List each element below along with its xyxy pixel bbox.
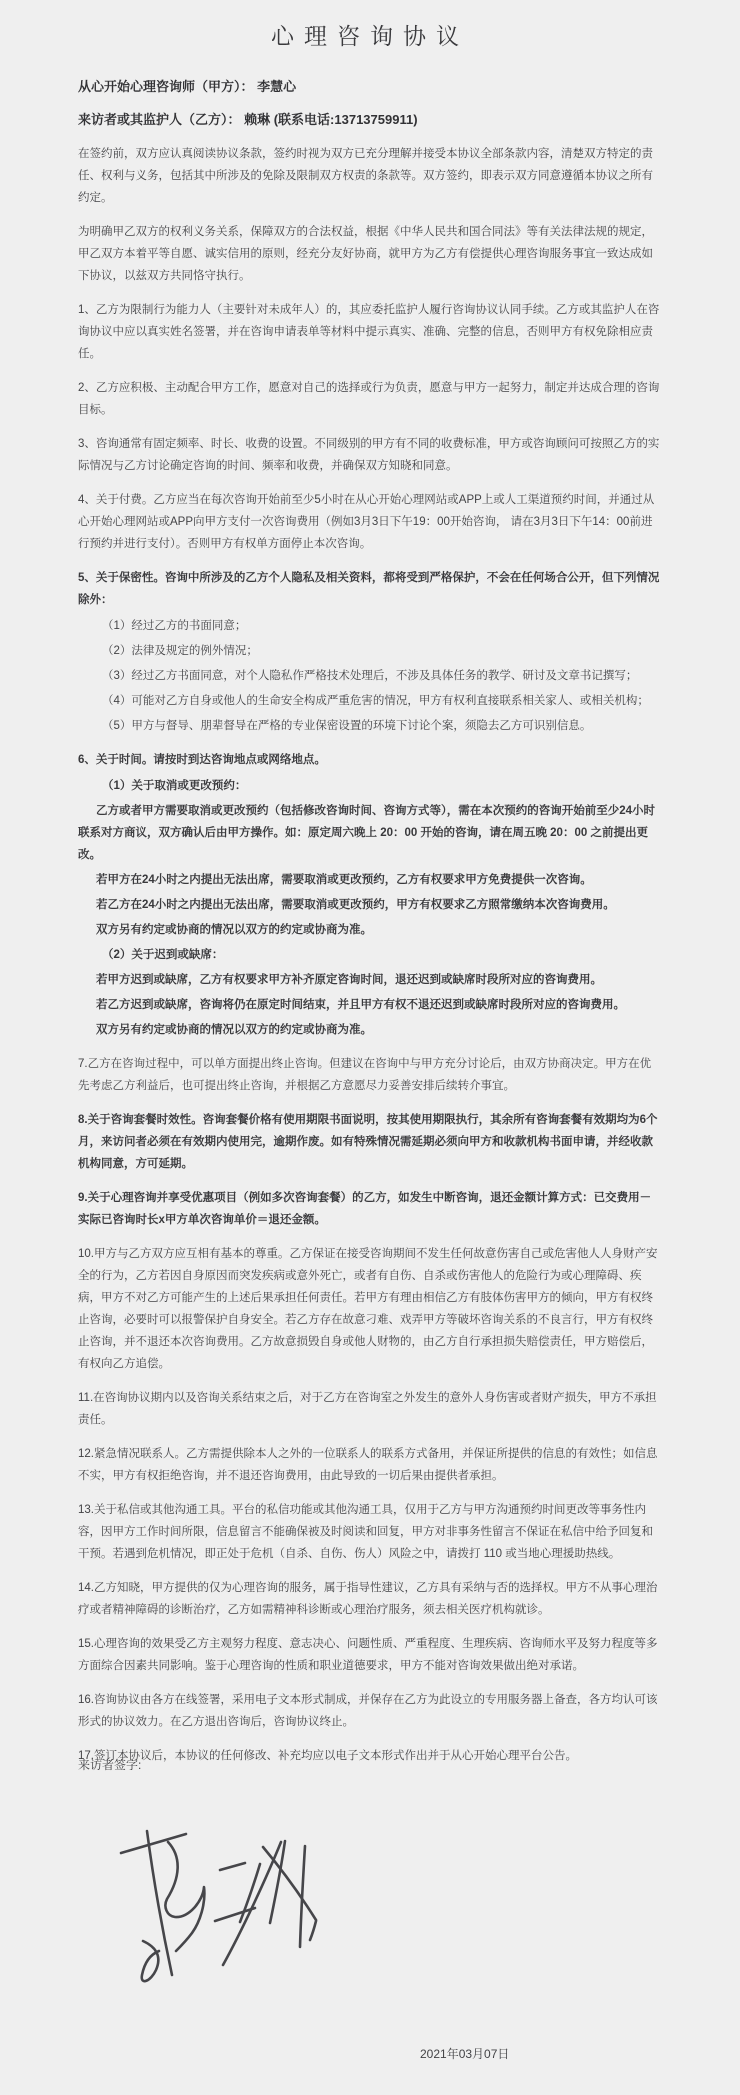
clause-17: 17.签订本协议后，本协议的任何修改、补充均应以电子文本形式作出并于从心开始心理平台公告。: [78, 1750, 577, 1762]
clause-6-time: 6、关于时间。请按时到达咨询地点或网络地点。: [78, 754, 326, 766]
signature-section: [78, 1756, 368, 2009]
schedule-sub-clause: 双方另有约定或协商的情况以双方的约定或协商为准。: [96, 924, 372, 936]
confidentiality-exception-item: （2）法律及规定的例外情况；: [102, 645, 258, 657]
party-a-line: 从心开始心理咨询师（甲方）： 李慧心: [78, 79, 297, 94]
clause-9-refund: 9.关于心理咨询并享受优惠项目（例如多次咨询套餐）的乙方，如发生中断咨询，退还金额计算方式：已交费用－实际已咨询时长x甲方单次咨询单价＝退还金额。: [78, 1192, 652, 1226]
intro-paragraph: 在签约前，双方应认真阅读协议条款，签约时视为双方已充分理解并接受本协议全部条款内容，清楚双方特定的责任、权利与义务，包括其中所涉及的免除及限制双方权责的条款等。双方签约，即表示双方同意遵循本协议之所有约定。: [78, 148, 653, 204]
schedule-sub-clause: 若甲方迟到或缺席，乙方有权要求甲方补齐原定咨询时间，退还迟到或缺席时段所对应的咨询费用。: [96, 974, 602, 986]
party-b-line: 来访者或其监护人（乙方）： 赖琳 (联系电话:13713759911): [78, 112, 418, 127]
clause-6-sub-1-header: （1）关于取消或更改预约：: [102, 780, 247, 792]
clause-1: 1、乙方为限制行为能力人（主要针对未成年人）的，其应委托监护人履行咨询协议认同手续。乙方或其监护人在咨询协议中应以真实姓名签署，并在咨询申请表单等材料中提示真实、准确、完整的信息，否则甲方有权免除相应责任。: [78, 304, 660, 360]
confidentiality-exception-item: （4）可能对乙方自身或他人的生命安全构成严重危害的情况，甲方有权利直接联系相关家人、或相关机构；: [102, 695, 649, 707]
schedule-sub-clause: 若乙方迟到或缺席，咨询将仍在原定时间结束，并且甲方有权不退还迟到或缺席时段所对应的咨询费用。: [96, 999, 625, 1011]
clause-13: 13.关于私信或其他沟通工具。平台的私信功能或其他沟通工具，仅用于乙方与甲方沟通预约时间更改等事务性内容，因甲方工作时间所限，信息留言不能确保被及时阅读和回复，甲方对非事务性留言不保证在私信中给予回复和干预。若遇到危机情况，即正处于危机（自杀、自伤、伤人）风险之中，请拨打 110 或当地心理援助热线。: [78, 1504, 653, 1560]
clause-8-package-validity: 8.关于咨询套餐时效性。咨询套餐价格有使用期限书面说明，按其使用期限执行，其余所有咨询套餐有效期均为6个月，来访问者必须在有效期内使用完，逾期作废。如有特殊情况需延期必须向甲方和收款机构书面申请，并经收款机构同意，方可延期。: [78, 1114, 658, 1170]
visitor-signature-label: 来访者签字:: [78, 1758, 142, 1772]
clause-4: 4、关于付费。乙方应当在每次咨询开始前至少5小时在从心开始心理网站或APP上或人工渠道预约时间，并通过从心开始心理网站或APP向甲方支付一次咨询费用（例如3月3日下午19：00开始咨询， 请在3月3日下午14：00前进行预约并进行支付）。否则甲方有权单方面停止本次咨询。: [78, 494, 655, 550]
intro-paragraph: 为明确甲乙双方的权利义务关系，保障双方的合法权益，根据《中华人民共和国合同法》等有关法律法规的规定，甲乙双方本着平等自愿、诚实信用的原则，经充分友好协商，就甲方为乙方有偿提供心理咨询服务事宜一致达成如下协议，以兹双方共同恪守执行。: [78, 226, 653, 282]
signature-date: 2021年03月07日: [420, 2047, 510, 2061]
schedule-sub-clause: 双方另有约定或协商的情况以双方的约定或协商为准。: [96, 1024, 372, 1036]
schedule-sub-clause: 若甲方在24小时之内提出无法出席，需要取消或更改预约，乙方有权要求甲方免费提供一次咨询。: [96, 874, 592, 886]
clause-7: 7.乙方在咨询过程中，可以单方面提出终止咨询。但建议在咨询中与甲方充分讨论后，由双方协商决定。甲方在优先考虑乙方利益后，也可提出终止咨询，并根据乙方意愿尽力妥善安排后续转介事宜。: [78, 1058, 652, 1092]
page-title: 心理咨询协议: [271, 23, 469, 49]
clause-12: 12.紧急情况联系人。乙方需提供除本人之外的一位联系人的联系方式备用，并保证所提供的信息的有效性；如信息不实，甲方有权拒绝咨询，并不退还咨询费用，由此导致的一切后果由提供者承担。: [78, 1448, 658, 1482]
clause-16: 16.咨询协议由各方在线签署，采用电子文本形式制成，并保存在乙方为此设立的专用服务器上备查，各方均认可该形式的协议效力。在乙方退出咨询后，咨询协议终止。: [78, 1694, 658, 1728]
clause-3: 3、咨询通常有固定频率、时长、收费的设置。不同级别的甲方有不同的收费标准，甲方或咨询顾问可按照乙方的实际情况与乙方讨论确定咨询的时间、频率和收费，并确保双方知晓和同意。: [78, 438, 660, 472]
clause-14: 14.乙方知晓，甲方提供的仅为心理咨询的服务，属于指导性建议，乙方具有采纳与否的选择权。甲方不从事心理治疗或者精神障碍的诊断治疗，乙方如需精神科诊断或心理治疗服务，须去相关医疗机构就诊。: [78, 1582, 658, 1616]
handwritten-signature-scribble: [68, 1779, 368, 2009]
clause-11: 11.在咨询协议期内以及咨询关系结束之后，对于乙方在咨询室之外发生的意外人身伤害或者财产损失，甲方不承担责任。: [78, 1392, 657, 1426]
confidentiality-exception-item: （5）甲方与督导、朋辈督导在严格的专业保密设置的环境下讨论个案，须隐去乙方可识别信息。: [102, 720, 592, 732]
clause-2: 2、乙方应积极、主动配合甲方工作，愿意对自己的选择或行为负责，愿意与甲方一起努力，制定并达成合理的咨询目标。: [78, 382, 660, 416]
clause-10: 10.甲方与乙方双方应互相有基本的尊重。乙方保证在接受咨询期间不发生任何故意伤害自己或危害他人人身财产安全的行为，乙方若因自身原因而突发疾病或意外死亡，或者有自伤、自杀或伤害他人的危险行为或心理障碍、疾病，甲方不对乙方可能产生的上述后果承担任何责任。若甲方有理由相信乙方有肢体伤害甲方的倾向，甲方有权终止咨询，必要时可以报警保护自身安全。若乙方存在故意刁难、戏弄甲方等破坏咨询关系的不良言行，甲方有权终止咨询，并不退还本次咨询费用。乙方故意损毁自身或他人财物的，由乙方自行承担损失赔偿责任，甲方赔偿后，有权向乙方追偿。: [78, 1248, 658, 1370]
clause-6-sub-2-header: （2）关于迟到或缺席：: [102, 949, 224, 961]
clause-15: 15.心理咨询的效果受乙方主观努力程度、意志决心、问题性质、严重程度、生理疾病、咨询师水平及努力程度等多方面综合因素共同影响。鉴于心理咨询的性质和职业道德要求，甲方不能对咨询效果做出绝对承诺。: [78, 1638, 658, 1672]
schedule-sub-clause: 若乙方在24小时之内提出无法出席，需要取消或更改预约，甲方有权要求乙方照常缴纳本次咨询费用。: [96, 899, 615, 911]
clause-5-confidentiality: 5、关于保密性。咨询中所涉及的乙方个人隐私及相关资料，都将受到严格保护，不会在任何场合公开，但下列情况除外：: [78, 572, 660, 606]
schedule-sub-clause: 乙方或者甲方需要取消或更改预约（包括修改咨询时间、咨询方式等），需在本次预约的咨询开始前至少24小时联系对方商议，双方确认后由甲方操作。如：原定周六晚上 20：00 开始的咨询，请在周五晚 20：00 之前提出更改。: [78, 805, 656, 861]
confidentiality-exception-item: （3）经过乙方书面同意，对个人隐私作严格技术处理后，不涉及具体任务的教学、研讨及文章书记撰写；: [102, 670, 638, 682]
confidentiality-exception-item: （1）经过乙方的书面同意；: [102, 620, 247, 632]
